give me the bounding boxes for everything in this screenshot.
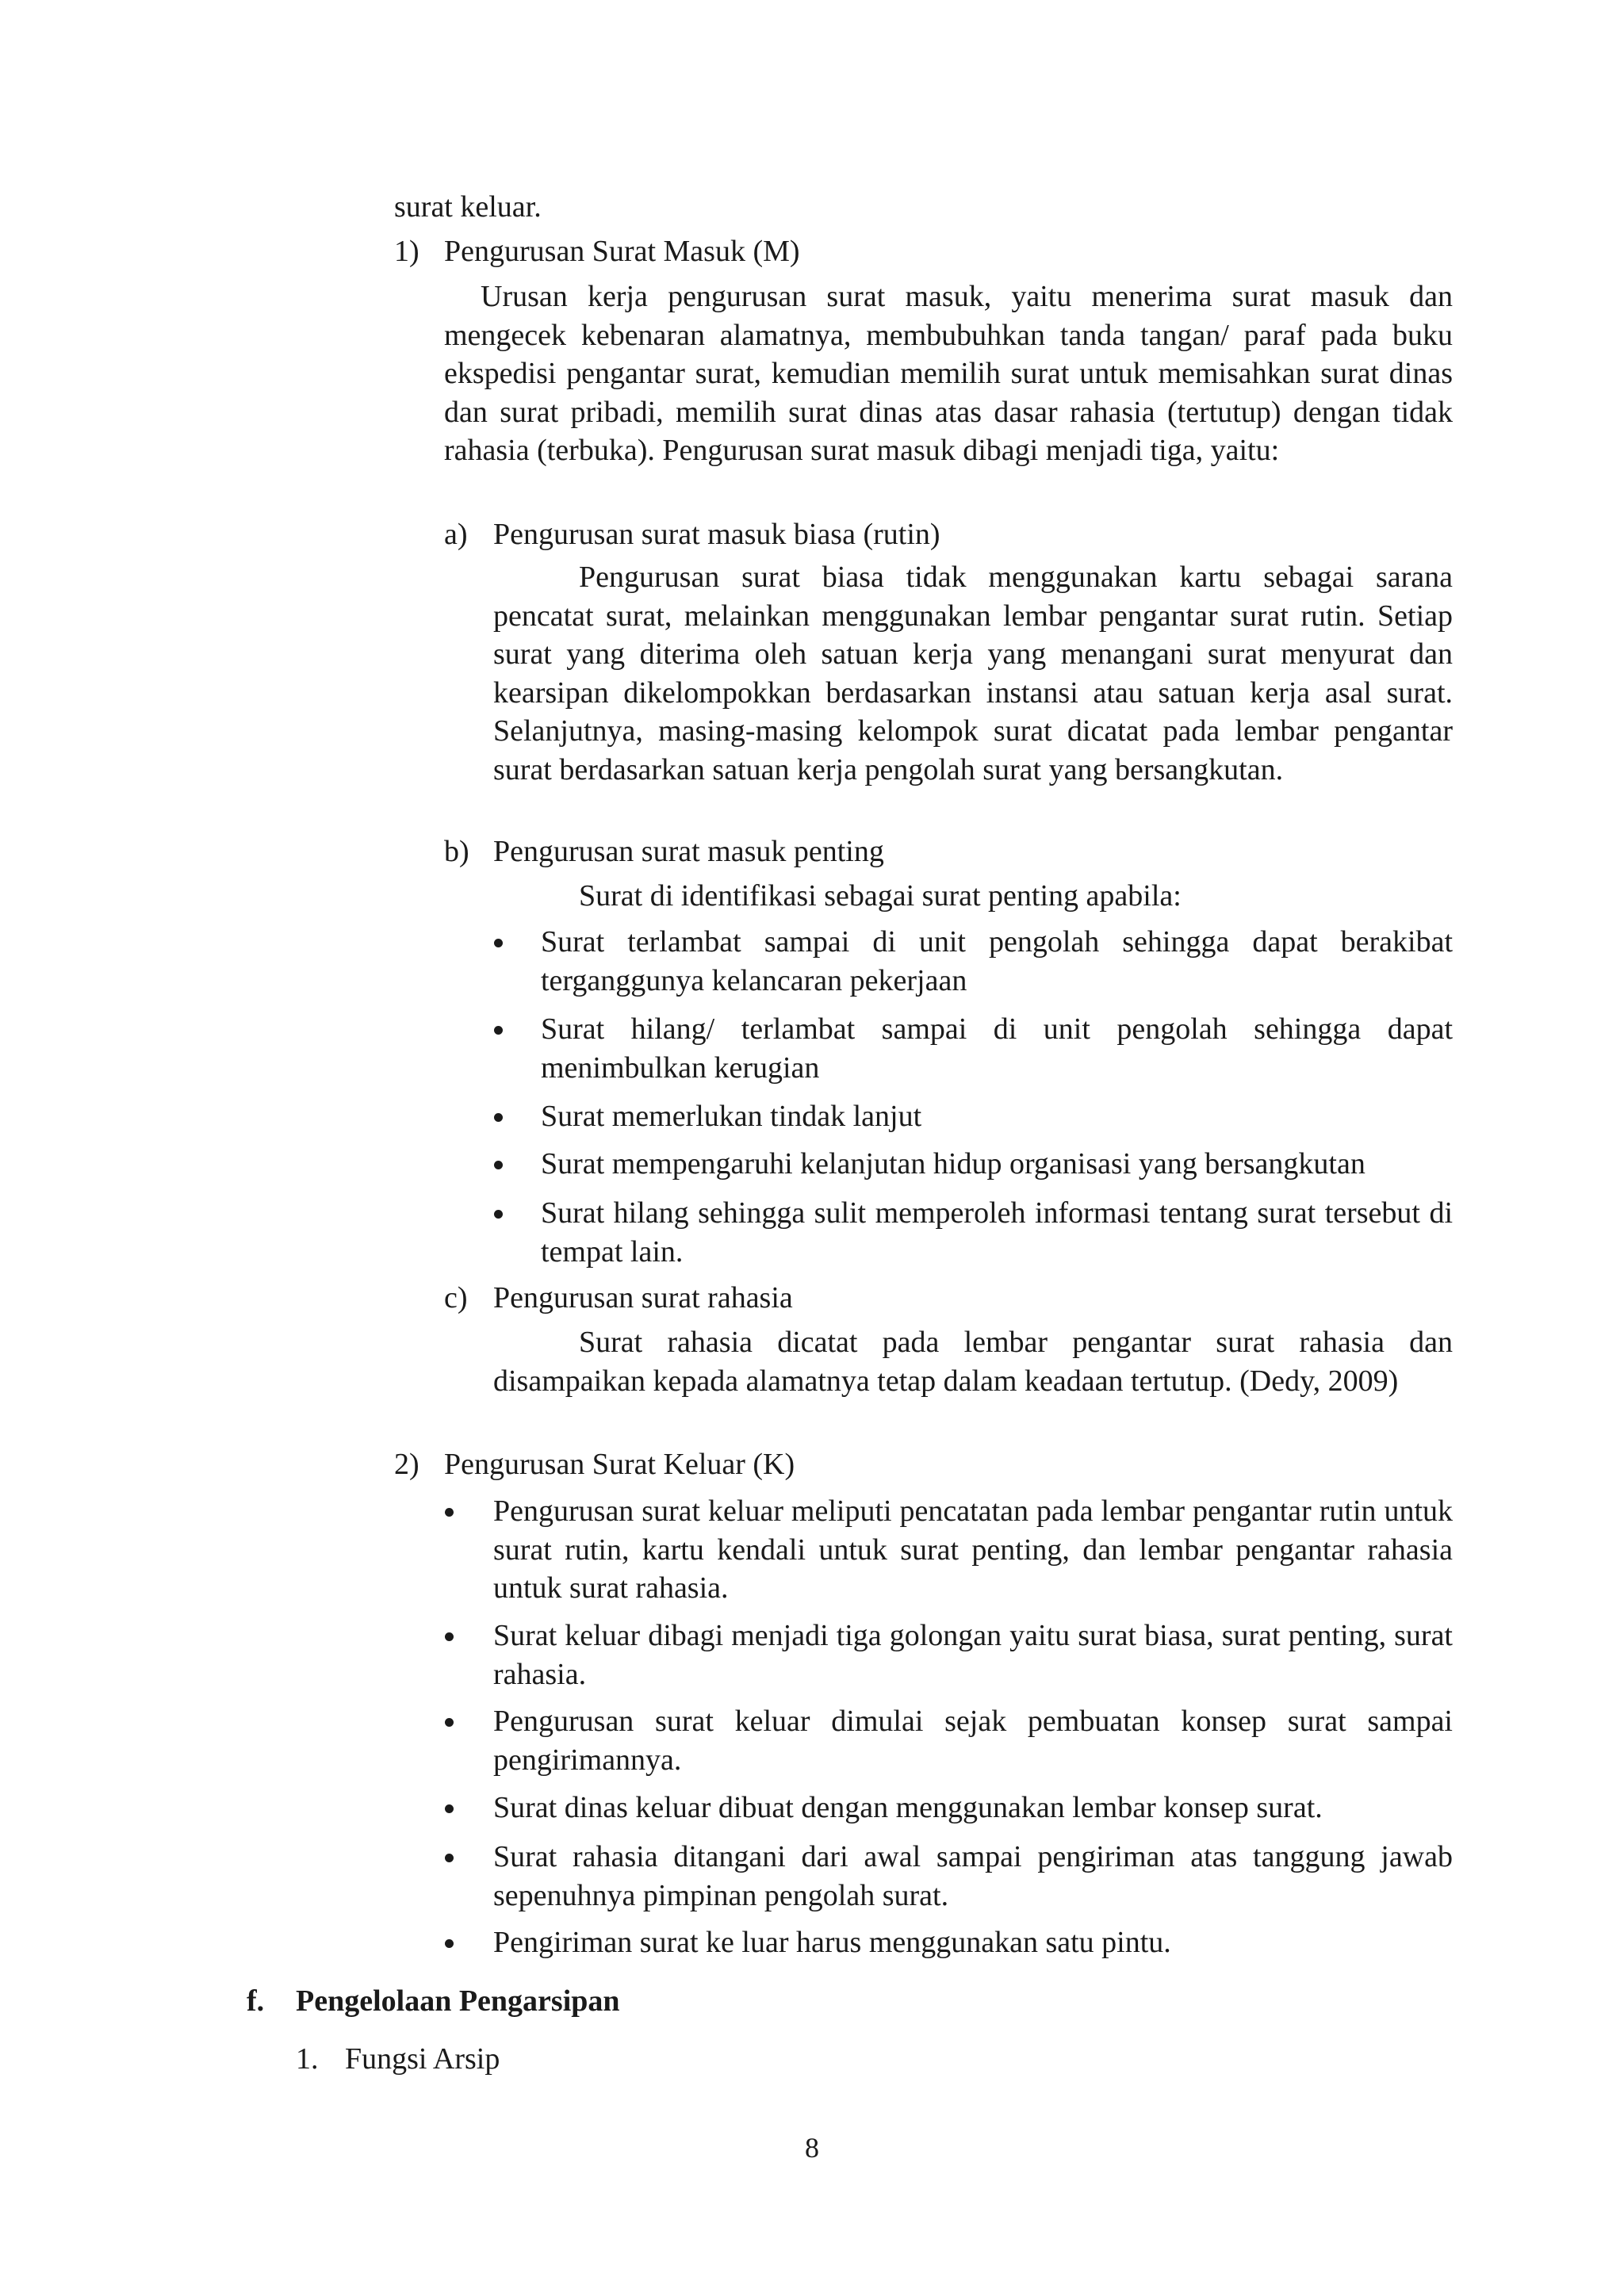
sub-a-text: Pengurusan surat biasa tidak menggunakan kartu sebagai sarana pencatat surat, melainkan menggunakan lembar pengantar surat rutin. Setiap surat yang diterima oleh satuan kerja yang menangani surat menyurat dan kearsipan dikelompokkan berdasarkan instansi atau satuan kerja asal surat. Selanjutnya, masing-masing kelompok surat dicatat pada lembar pengantar surat berdasarkan satuan kerja pengolah surat yang bersangkutan. (493, 561, 1453, 786)
bullet-dot (445, 1508, 454, 1517)
bullet-dot (494, 1026, 503, 1035)
sub-b-text: Surat di identifikasi sebagai surat penting apabila: (579, 879, 1182, 913)
sub-b-bullet-2: Surat hilang/ terlambat sampai di unit pengolah sehingga dapat menimbulkan kerugian (541, 1012, 1453, 1085)
sub-a-marker: a) (444, 518, 468, 551)
bullet-dot (445, 1632, 454, 1641)
section-2-bullet-3: Pengurusan surat keluar dimulai sejak pembuatan konsep surat sampai pengirimannya. (493, 1705, 1453, 1777)
bullet-dot (445, 1804, 454, 1813)
section-2-marker: 2) (394, 1448, 419, 1481)
bullet-dot (494, 939, 503, 947)
sub-c-marker: c) (444, 1281, 468, 1314)
section-2-bullet-1: Pengurusan surat keluar meliputi pencatatan pada lembar pengantar rutin untuk surat rutin, kartu kendali untuk surat penting, dan lembar pengantar rahasia untuk surat rahasia. (493, 1494, 1453, 1605)
bullet-dot (445, 1718, 454, 1727)
section-2-bullet-5: Surat rahasia ditangani dari awal sampai pengiriman atas tanggung jawab sepenuhnya pimpinan pengolah surat. (493, 1840, 1453, 1912)
sub-b-bullet-5: Surat hilang sehingga sulit memperoleh informasi tentang surat tersebut di tempat lain. (541, 1196, 1453, 1269)
sub-b-bullet-4: Surat mempengaruhi kelanjutan hidup organisasi yang bersangkutan (541, 1147, 1365, 1181)
page-number: 8 (805, 2132, 819, 2164)
section-1-marker: 1) (394, 235, 419, 268)
bullet-dot (445, 1939, 454, 1948)
item-1-title: Fungsi Arsip (345, 2042, 500, 2076)
bullet-dot (445, 1854, 454, 1862)
bullet-dot (494, 1161, 503, 1169)
sub-c-title: Pengurusan surat rahasia (493, 1281, 793, 1314)
sub-b-bullet-3: Surat memerlukan tindak lanjut (541, 1100, 922, 1133)
section-1-title: Pengurusan Surat Masuk (M) (444, 235, 800, 268)
section-2-bullet-2: Surat keluar dibagi menjadi tiga golongan yaitu surat biasa, surat penting, surat rahasia. (493, 1619, 1453, 1691)
section-2-bullet-4: Surat dinas keluar dibuat dengan menggunakan lembar konsep surat. (493, 1791, 1323, 1824)
sub-b-title: Pengurusan surat masuk penting (493, 835, 884, 868)
section-2-bullet-6: Pengiriman surat ke luar harus menggunakan satu pintu. (493, 1926, 1171, 1959)
sub-b-marker: b) (444, 835, 469, 868)
sub-a-title: Pengurusan surat masuk biasa (rutin) (493, 518, 940, 551)
item-1-marker: 1. (296, 2042, 319, 2076)
sub-c-text: Surat rahasia dicatat pada lembar pengantar surat rahasia dan disampaikan kepada alamatnya tetap dalam keadaan tertutup. (Dedy, 2009) (493, 1326, 1453, 1398)
bullet-dot (494, 1113, 503, 1122)
heading-f-title: Pengelolaan Pengarsipan (296, 1984, 620, 2018)
bullet-dot (494, 1210, 503, 1219)
sub-b-bullet-1: Surat terlambat sampai di unit pengolah sehingga dapat berakibat terganggunya kelancaran pekerjaan (541, 925, 1453, 997)
heading-f-marker: f. (247, 1984, 265, 2018)
section-1-intro: Urusan kerja pengurusan surat masuk, yaitu menerima surat masuk dan mengecek kebenaran alamatnya, membubuhkan tanda tangan/ paraf pada buku ekspedisi pengantar surat, kemudian memilih surat untuk memisahkan surat dinas dan surat pribadi, memilih surat dinas atas dasar rahasia (tertutup) dengan tidak rahasia (terbuka). Pengurusan surat masuk dibagi menjadi tiga, yaitu: (444, 280, 1453, 467)
continuation-line: surat keluar. (394, 190, 542, 224)
section-2-title: Pengurusan Surat Keluar (K) (444, 1448, 795, 1481)
